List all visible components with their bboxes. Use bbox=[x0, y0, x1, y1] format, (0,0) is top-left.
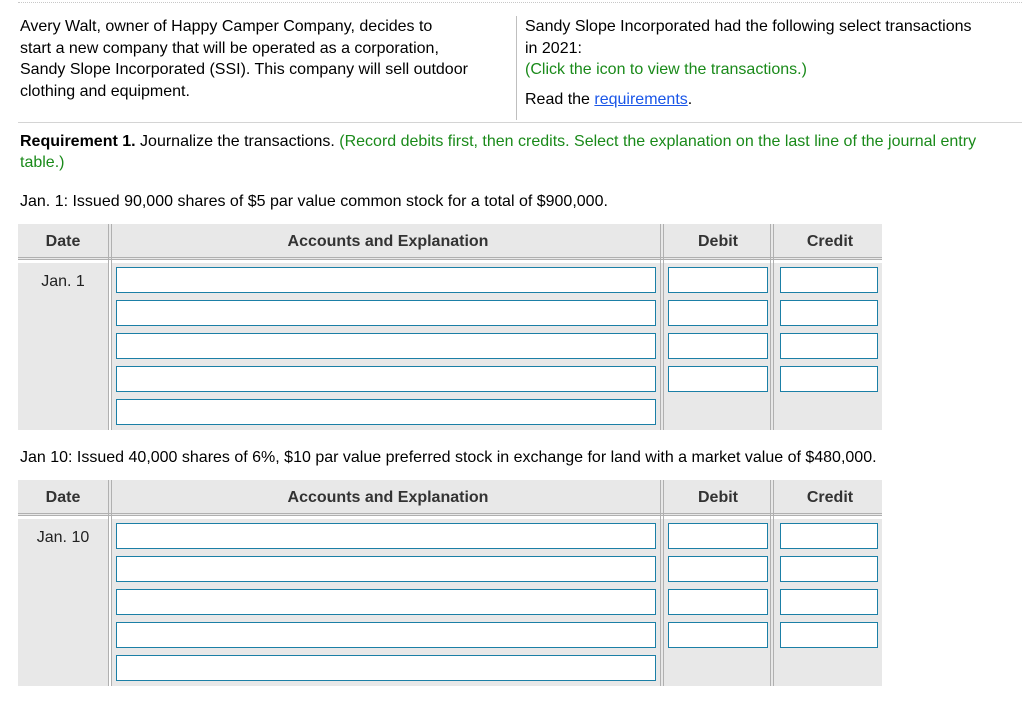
explanation-input[interactable] bbox=[116, 399, 656, 425]
intro-description bbox=[20, 16, 514, 102]
debit-input[interactable] bbox=[668, 366, 768, 392]
credit-input[interactable] bbox=[780, 589, 878, 615]
debit-header: Debit bbox=[698, 489, 738, 506]
entry-date: Jan. 1 bbox=[41, 273, 85, 290]
credit-input[interactable] bbox=[780, 300, 878, 326]
transactions-intro-line: in 2021: bbox=[525, 39, 582, 57]
date-cell bbox=[18, 519, 108, 686]
journal-entry-table bbox=[18, 480, 882, 686]
account-input[interactable] bbox=[116, 589, 656, 615]
debit-input[interactable] bbox=[668, 556, 768, 582]
account-input[interactable] bbox=[116, 622, 656, 648]
column-separator bbox=[108, 480, 112, 686]
credit-header: Credit bbox=[806, 489, 854, 506]
account-input[interactable] bbox=[116, 366, 656, 392]
intro-line: start a new company that will be operated as a corporation, bbox=[20, 39, 439, 57]
accounts-header: Accounts and Explanation bbox=[287, 489, 489, 506]
date-header: Date bbox=[45, 489, 81, 506]
explanation-input[interactable] bbox=[116, 655, 656, 681]
debit-input[interactable] bbox=[668, 300, 768, 326]
column-separator bbox=[660, 224, 664, 430]
journal-header bbox=[18, 480, 882, 516]
transactions-intro bbox=[525, 16, 1020, 81]
transaction-description: Jan 10: Issued 40,000 shares of 6%, $10 par value preferred stock in exchange for land with a market value of $480,000. bbox=[20, 449, 877, 466]
credit-input[interactable] bbox=[780, 366, 878, 392]
debit-input[interactable] bbox=[668, 622, 768, 648]
credit-header: Credit bbox=[806, 233, 854, 250]
problem-intro bbox=[20, 16, 1020, 124]
requirement-text: Journalize the transactions. bbox=[135, 133, 340, 150]
credit-input[interactable] bbox=[780, 267, 878, 293]
account-input[interactable] bbox=[116, 556, 656, 582]
requirement-note: (Record debits first, then credits. Select the explanation on the last line of the journal entry table.) bbox=[20, 133, 977, 171]
account-input[interactable] bbox=[116, 267, 656, 293]
account-input[interactable] bbox=[116, 300, 656, 326]
credit-input[interactable] bbox=[780, 523, 878, 549]
date-cell bbox=[18, 263, 108, 430]
journal-header bbox=[18, 224, 882, 260]
credit-input[interactable] bbox=[780, 333, 878, 359]
intro-line: Sandy Slope Incorporated (SSI). This company will sell outdoor bbox=[20, 61, 468, 78]
intro-column-divider bbox=[516, 16, 517, 120]
debit-input[interactable] bbox=[668, 267, 768, 293]
account-input[interactable] bbox=[116, 333, 656, 359]
date-header: Date bbox=[45, 233, 81, 250]
transaction-description: Jan. 1: Issued 90,000 shares of $5 par value common stock for a total of $900,000. bbox=[20, 193, 608, 210]
view-transactions-note[interactable]: (Click the icon to view the transactions.) bbox=[525, 61, 807, 78]
credit-input[interactable] bbox=[780, 622, 878, 648]
intro-line: clothing and equipment. bbox=[20, 82, 190, 100]
requirements-link[interactable]: requirements bbox=[594, 91, 688, 108]
top-divider bbox=[18, 2, 1022, 3]
account-input[interactable] bbox=[116, 523, 656, 549]
entry-date: Jan. 10 bbox=[36, 529, 90, 546]
section-divider bbox=[18, 122, 1022, 123]
column-separator bbox=[108, 224, 112, 430]
debit-header: Debit bbox=[698, 233, 738, 250]
read-prefix: Read the bbox=[525, 91, 595, 108]
column-separator bbox=[770, 480, 774, 686]
debit-input[interactable] bbox=[668, 589, 768, 615]
requirement-1 bbox=[20, 131, 1010, 173]
column-separator bbox=[770, 224, 774, 430]
accounts-header: Accounts and Explanation bbox=[287, 233, 489, 250]
intro-line: Avery Walt, owner of Happy Camper Company, decides to bbox=[20, 18, 433, 35]
column-separator bbox=[660, 480, 664, 686]
requirement-title: Requirement 1. bbox=[20, 133, 136, 150]
journal-entry-table bbox=[18, 224, 882, 430]
credit-input[interactable] bbox=[780, 556, 878, 582]
debit-input[interactable] bbox=[668, 523, 768, 549]
read-suffix: . bbox=[687, 91, 693, 108]
transactions-intro-line: Sandy Slope Incorporated had the following select transactions bbox=[525, 18, 972, 35]
debit-input[interactable] bbox=[668, 333, 768, 359]
read-requirements-line bbox=[525, 91, 692, 109]
